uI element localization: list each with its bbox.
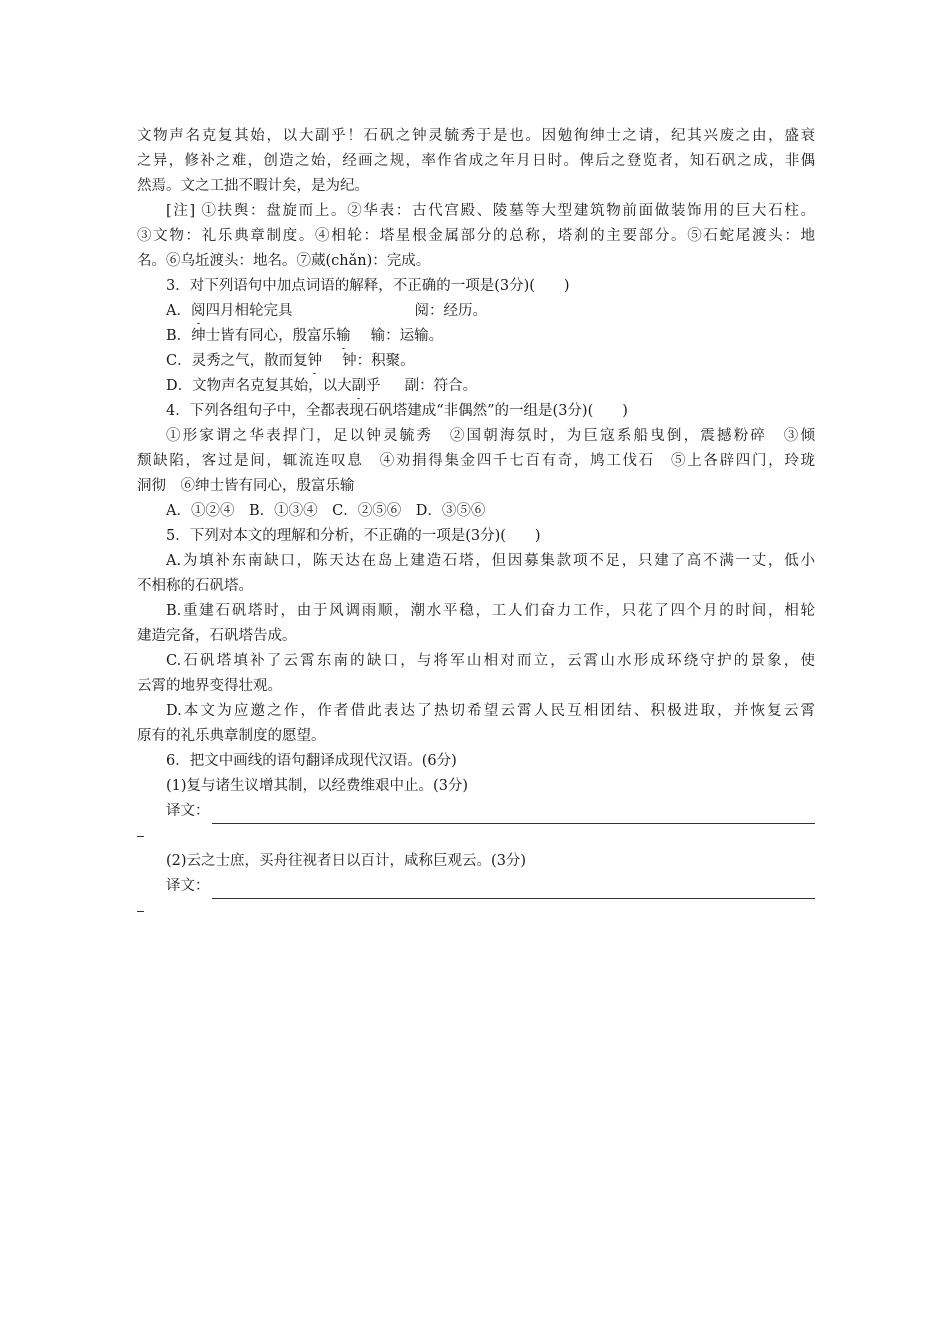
question-text: ①形家谓之华表捍门，足以钟灵毓秀 ②国朝海氛时，为巨寇系船曳倒，震撼粉碎 ③倾 [166, 428, 815, 444]
question-stem: 3．对下列语句中加点词语的解释，不正确的一项是(3分)( ) [166, 278, 570, 294]
question-6 [137, 749, 815, 924]
option-a-cont: 不相称的石矾塔。 [137, 578, 253, 594]
option-a [137, 299, 815, 324]
option-c: C.石矾塔填补了云霄东南的缺口，与将军山相对而立，云霄山水形成环绕守护的景象，使 [166, 653, 815, 669]
option-label: A． [166, 303, 191, 319]
dotted-word: 阅 [191, 299, 206, 324]
question-4 [137, 399, 815, 524]
option-text: C．灵秀之气，散而复 [166, 353, 308, 369]
question-text: 颓缺陷，客过是间，辄流连叹息 ④劝捐得集金四千七百有奇，鸠工伐石 ⑤上各辟四门，玲珑 [137, 453, 815, 469]
passage-line: 文物声名克复其始，以大副乎！石矾之钟灵毓秀于是也。因勉徇绅士之请，纪其兴废之由，盛衰 [137, 128, 815, 144]
question-options: A．①②④ B．①③④ C．②⑤⑥ D．③⑤⑥ [166, 503, 486, 519]
option-text: D．文物声名克复其始，以大 [166, 378, 352, 394]
dotted-word: 副 [352, 374, 367, 399]
note-line: 名。⑥乌坵渡头：地名。⑦蒇(chǎn)：完成。 [137, 253, 431, 269]
question-stem: 6．把文中画线的语句翻译成现代汉语。(6分) [166, 753, 457, 769]
answer-label: 译文： [166, 803, 210, 819]
option-gloss: 副：符合。 [404, 378, 478, 394]
note-line: ③文物：礼乐典章制度。④相轮：塔星根金属部分的总称，塔刹的主要部分。⑤石蛇尾渡头：地 [137, 228, 815, 244]
option-c-cont: 云霄的地界变得壮观。 [137, 678, 282, 694]
translation-sentence-2: (2)云之士庶，买舟往视者日以百计，咸称巨观云。(3分) [166, 853, 527, 869]
answer-line[interactable] [212, 884, 816, 899]
document-content [137, 124, 815, 924]
option-b-cont: 建造完备，石矾塔告成。 [137, 628, 297, 644]
line-continuation-mark [137, 824, 815, 849]
note-line: [注] ①扶舆：盘旋而上。②华表：古代宫殿、陵墓等大型建筑物前面做装饰用的巨大石柱。 [166, 203, 815, 219]
dotted-word: 输 [336, 324, 351, 349]
option-gloss: 阅：经历。 [414, 303, 487, 319]
option-text: B．绅士皆有同心，殷富乐 [166, 328, 337, 344]
line-continuation-mark [137, 899, 815, 924]
option-b: B.重建石矾塔时，由于风调雨顺，潮水平稳，工人们奋力工作，只花了四个月的时间，相轮 [166, 603, 815, 619]
question-stem: 4．下列各组句子中，全都表现石矾塔建成“非偶然”的一组是(3分)( ) [166, 403, 628, 419]
option-d: D.本文为应邀之作，作者借此表达了热切希望云霄人民互相团结、积极进取，并恢复云霄 [166, 703, 815, 719]
annotation-notes [137, 199, 815, 274]
answer-row-2[interactable] [137, 874, 815, 899]
passage-line: 之异，修补之难，创造之始，经画之规，率作省成之年月日时。俾后之登览者，知石矾之成，非偶 [137, 153, 815, 169]
answer-label: 译文： [166, 878, 210, 894]
option-text: 乎 [366, 378, 381, 394]
option-gloss: 输：运输。 [370, 328, 444, 344]
question-5 [137, 524, 815, 749]
option-d-cont: 原有的礼乐典章制度的愿望。 [137, 728, 326, 744]
dotted-word: 钟 [308, 349, 323, 374]
passage-line: 然焉。文之工拙不暇计矣，是为纪。 [137, 178, 369, 194]
option-a: A.为填补东南缺口，陈天达在岛上建造石塔，但因募集款项不足，只建了高不满一丈，低小 [166, 553, 815, 569]
answer-row-1[interactable] [137, 799, 815, 824]
question-3 [137, 274, 815, 399]
translation-sentence-1: (1)复与诸生议增其制，以经费维艰中止。(3分) [166, 778, 469, 794]
passage-tail [137, 124, 815, 199]
answer-line[interactable] [212, 809, 816, 824]
option-d [137, 374, 815, 399]
option-gloss: 钟：积聚。 [342, 353, 415, 369]
question-stem: 5．下列对本文的理解和分析，不正确的一项是(3分)( ) [166, 528, 541, 544]
option-c [137, 349, 815, 374]
question-text: 洞彻 ⑥绅士皆有同心，殷富乐输 [137, 478, 355, 494]
option-b [137, 324, 815, 349]
option-text: 四月相轮完具 [205, 303, 293, 319]
